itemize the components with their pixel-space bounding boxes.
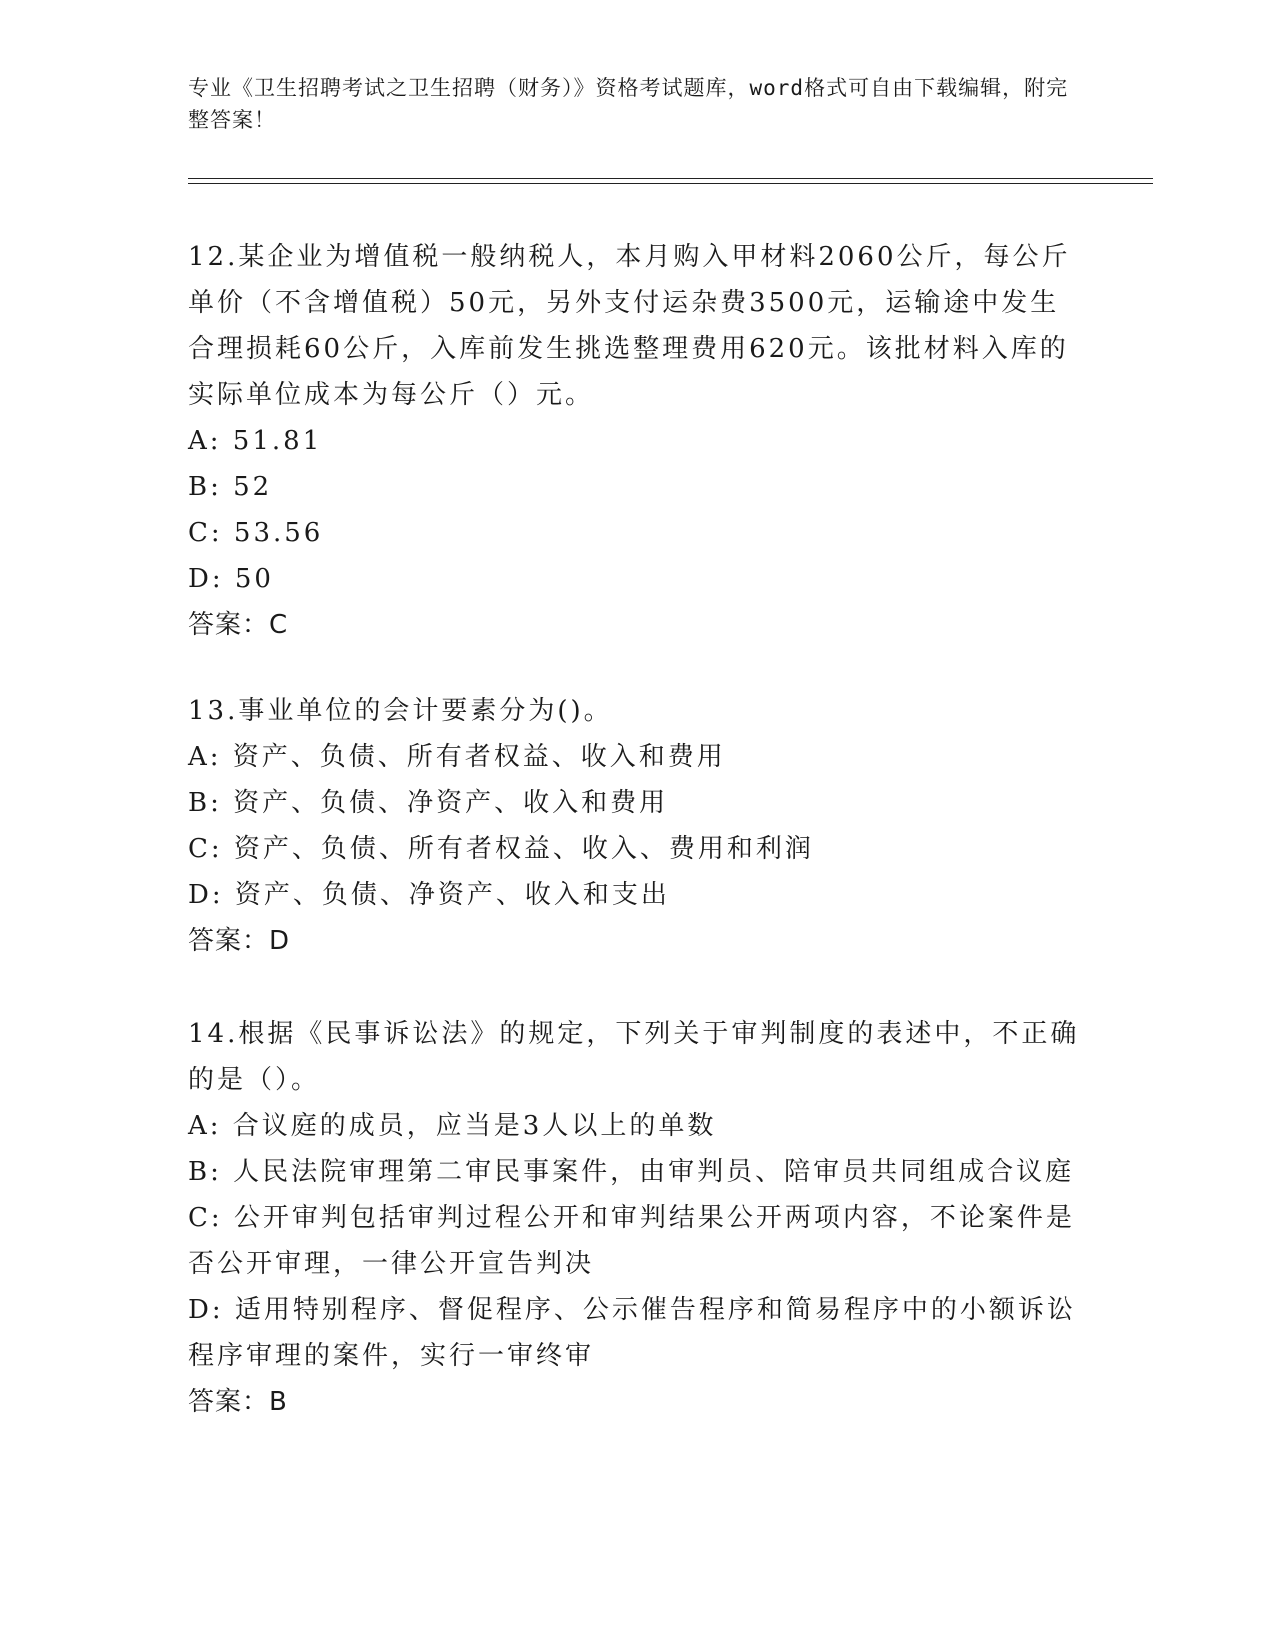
header-divider-top — [188, 178, 1153, 179]
option-c: C: 53.56 — [188, 518, 324, 548]
option-d: D: 50 — [188, 564, 274, 594]
option-a: A: 合议庭的成员，应当是3人以上的单数 — [188, 1111, 717, 1141]
option-a: A: 资产、负债、所有者权益、收入和费用 — [188, 742, 726, 772]
document-header: 专业《卫生招聘考试之卫生招聘（财务）》资格考试题库，word格式可自由下载编辑，附完整答案！ — [188, 76, 1069, 132]
option-a: A: 51.81 — [188, 426, 323, 456]
answer: 答案：D — [188, 926, 291, 956]
question-13 — [188, 688, 1088, 964]
answer: 答案：B — [188, 1387, 288, 1417]
question-stem: 13.事业单位的会计要素分为()。 — [188, 696, 613, 726]
option-c: C: 公开审判包括审判过程公开和审判结果公开两项内容，不论案件是否公开审理，一律公开宣告判决 — [188, 1203, 1075, 1279]
option-c: C: 资产、负债、所有者权益、收入、费用和利润 — [188, 834, 814, 864]
question-14 — [188, 1011, 1088, 1425]
header-divider-bottom — [188, 183, 1153, 184]
option-b: B: 人民法院审理第二审民事案件，由审判员、陪审员共同组成合议庭 — [188, 1157, 1075, 1187]
option-d: D: 适用特别程序、督促程序、公示催告程序和简易程序中的小额诉讼程序审理的案件，实行一审终审 — [188, 1295, 1076, 1371]
question-stem: 14.根据《民事诉讼法》的规定，下列关于审判制度的表述中，不正确的是（）。 — [188, 1019, 1080, 1095]
answer: 答案：C — [188, 610, 289, 640]
option-d: D: 资产、负债、净资产、收入和支出 — [188, 880, 670, 910]
question-12 — [188, 234, 1088, 648]
question-stem: 12.某企业为增值税一般纳税人，本月购入甲材料2060公斤，每公斤单价（不含增值税）50元，另外支付运杂费3500元，运输途中发生合理损耗60公斤，入库前发生挑选整理费用620元。该批材料入库的实际单位成本为每公斤（）元。 — [188, 242, 1071, 410]
option-b: B: 资产、负债、净资产、收入和费用 — [188, 788, 669, 818]
option-b: B: 52 — [188, 472, 273, 502]
